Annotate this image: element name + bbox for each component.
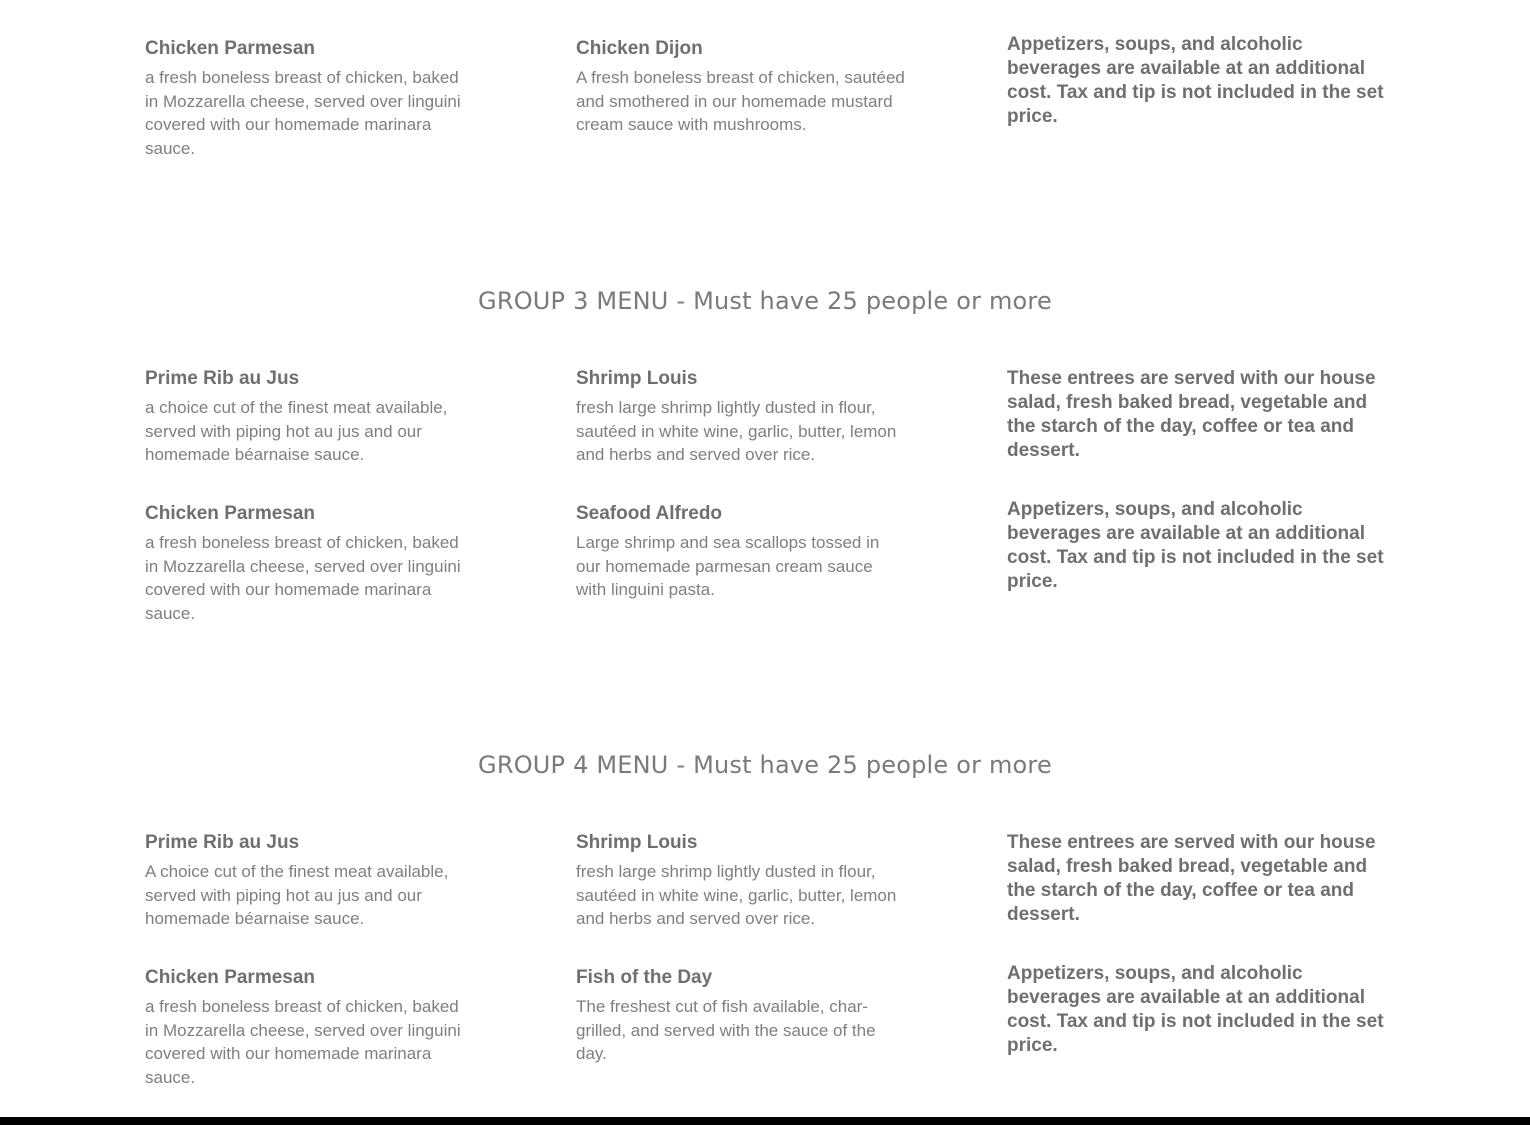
menu-note: Appetizers, soups, and alcoholic beverages are available at an additional cost. Tax and tip is not included in the set price. <box>1007 499 1384 592</box>
menu-item <box>145 502 475 625</box>
menu-item-name: Shrimp Louis <box>576 832 698 853</box>
menu-item-description: A choice cut of the finest meat available, served with piping hot au jus and our homemade béarnaise sauce. <box>145 862 449 928</box>
menu-item-description: fresh large shrimp lightly dusted in flour, sautéed in white wine, garlic, butter, lemon and herbs and served over rice. <box>576 862 897 928</box>
menu-item <box>145 367 475 467</box>
menu-item-name: Seafood Alfredo <box>576 503 723 524</box>
menu-item <box>145 966 475 1089</box>
menu-note: These entrees are served with our house salad, fresh baked bread, vegetable and the starch of the day, coffee or tea and dessert. <box>1007 832 1376 925</box>
group-3-menu-title: GROUP 3 MENU - Must have 25 people or more <box>478 287 1052 315</box>
menu-item-name: Chicken Parmesan <box>145 503 316 524</box>
group-4-menu-title: GROUP 4 MENU - Must have 25 people or more <box>478 751 1052 779</box>
menu-item <box>145 831 475 931</box>
menu-item <box>576 966 906 1066</box>
menu-note: Appetizers, soups, and alcoholic beverages are available at an additional cost. Tax and tip is not included in the set price. <box>1007 34 1384 127</box>
menu-item-description: a fresh boneless breast of chicken, baked in Mozzarella cheese, served over linguini covered with our homemade marinara sauce. <box>145 997 461 1087</box>
menu-note: Appetizers, soups, and alcoholic beverages are available at an additional cost. Tax and tip is not included in the set price. <box>1007 963 1384 1056</box>
menu-item-description: a choice cut of the finest meat available, served with piping hot au jus and our homemade béarnaise sauce. <box>145 398 448 464</box>
menu-item-description: a fresh boneless breast of chicken, baked in Mozzarella cheese, served over linguini covered with our homemade marinara sauce. <box>145 68 461 158</box>
menu-item <box>576 502 906 602</box>
menu-item-description: fresh large shrimp lightly dusted in flour, sautéed in white wine, garlic, butter, lemon and herbs and served over rice. <box>576 398 897 464</box>
menu-item-name: Chicken Dijon <box>576 38 703 59</box>
menu-item-description: a fresh boneless breast of chicken, baked in Mozzarella cheese, served over linguini covered with our homemade marinara sauce. <box>145 533 461 623</box>
menu-item-description: The freshest cut of fish available, char-grilled, and served with the sauce of the day. <box>576 997 876 1063</box>
menu-item-name: Shrimp Louis <box>576 368 698 389</box>
menu-item <box>576 37 906 137</box>
menu-item <box>576 831 906 931</box>
menu-item-name: Chicken Parmesan <box>145 967 316 988</box>
menu-note: These entrees are served with our house salad, fresh baked bread, vegetable and the starch of the day, coffee or tea and dessert. <box>1007 368 1376 461</box>
menu-item-description: Large shrimp and sea scallops tossed in our homemade parmesan cream sauce with linguini pasta. <box>576 533 880 599</box>
menu-item <box>145 37 475 160</box>
menu-item-name: Prime Rib au Jus <box>145 368 300 389</box>
menu-item-name: Prime Rib au Jus <box>145 832 300 853</box>
menu-item-name: Chicken Parmesan <box>145 38 316 59</box>
footer-bar <box>0 1117 1530 1125</box>
menu-item <box>576 367 906 467</box>
menu-item-name: Fish of the Day <box>576 967 713 988</box>
menu-item-description: A fresh boneless breast of chicken, sautéed and smothered in our homemade mustard cream sauce with mushrooms. <box>576 68 905 134</box>
